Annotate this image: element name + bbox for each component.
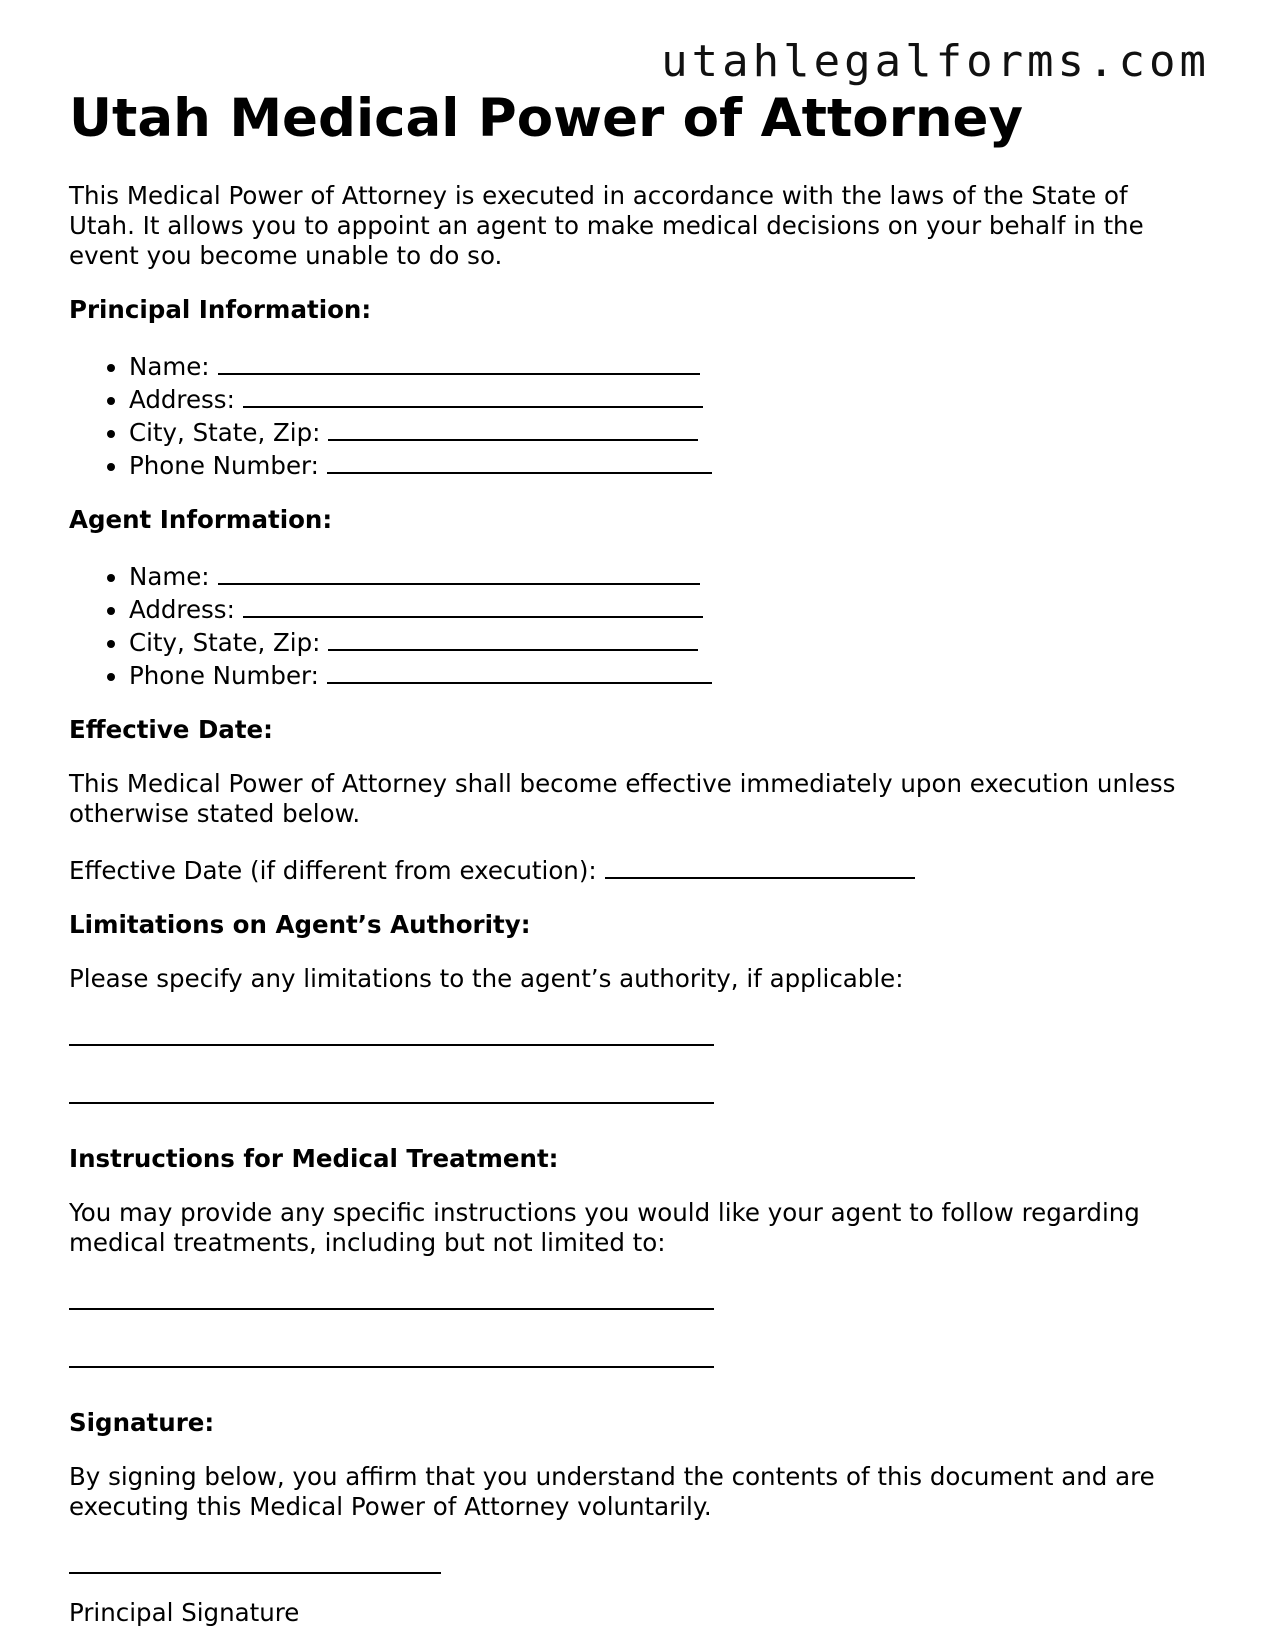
agent-city-field[interactable] <box>328 625 698 651</box>
instructions-heading: Instructions for Medical Treatment: <box>69 1144 559 1173</box>
principal-fields <box>69 349 1199 481</box>
principal-phone-item: • Phone Number: <box>129 448 1199 481</box>
instructions-lines <box>69 1308 1199 1368</box>
document-title: Utah Medical Power of Attorney <box>69 88 1024 149</box>
agent-address-field[interactable] <box>243 592 703 618</box>
principal-signature-line[interactable] <box>69 1572 441 1574</box>
principal-address-field[interactable] <box>243 382 703 408</box>
limitations-line-1[interactable] <box>69 1044 714 1046</box>
document-body <box>69 88 1199 1628</box>
agent-city-item: • City, State, Zip: <box>129 625 1199 658</box>
principal-heading: Principal Information: <box>69 295 372 324</box>
limitations-line-2[interactable] <box>69 1102 714 1104</box>
effective-heading: Effective Date: <box>69 715 273 744</box>
site-watermark: utahlegalforms.com <box>661 36 1210 87</box>
signature-heading: Signature: <box>69 1408 215 1437</box>
agent-phone-field[interactable] <box>327 658 712 684</box>
principal-name-item: • Name: <box>129 349 1199 382</box>
agent-name-field[interactable] <box>218 559 700 585</box>
limitations-lines <box>69 1044 1199 1104</box>
effective-date-field[interactable] <box>605 853 915 879</box>
principal-city-item: • City, State, Zip: <box>129 415 1199 448</box>
principal-phone-field[interactable] <box>327 448 712 474</box>
limitations-paragraph: Please specify any limitations to the agent’s authority, if applicable: <box>69 964 904 993</box>
instructions-paragraph: You may provide any specific instructions you would like your agent to follow regarding medical treatments, including but not limited to: <box>69 1198 1140 1257</box>
effective-paragraph: This Medical Power of Attorney shall become effective immediately upon execution unless otherwise stated below. <box>69 769 1176 828</box>
agent-heading: Agent Information: <box>69 505 333 534</box>
principal-name-field[interactable] <box>218 349 700 375</box>
limitations-heading: Limitations on Agent’s Authority: <box>69 910 531 939</box>
instructions-line-1[interactable] <box>69 1308 714 1310</box>
signature-paragraph: By signing below, you affirm that you understand the contents of this document and are executing this Medical Power of Attorney voluntarily. <box>69 1462 1155 1521</box>
principal-address-item: • Address: <box>129 382 1199 415</box>
signature-lines <box>69 1572 1199 1574</box>
agent-name-item: • Name: <box>129 559 1199 592</box>
principal-signature-label: Principal Signature <box>69 1598 300 1627</box>
instructions-line-2[interactable] <box>69 1366 714 1368</box>
effective-date-row: Effective Date (if different from execution): <box>69 853 1199 886</box>
agent-phone-item: • Phone Number: <box>129 658 1199 691</box>
intro-paragraph: This Medical Power of Attorney is executed in accordance with the laws of the State of Utah. It allows you to appoint an agent to make medical decisions on your behalf in the event you become unable to do so. <box>69 181 1144 270</box>
agent-fields <box>69 559 1199 691</box>
agent-address-item: • Address: <box>129 592 1199 625</box>
principal-city-field[interactable] <box>328 415 698 441</box>
